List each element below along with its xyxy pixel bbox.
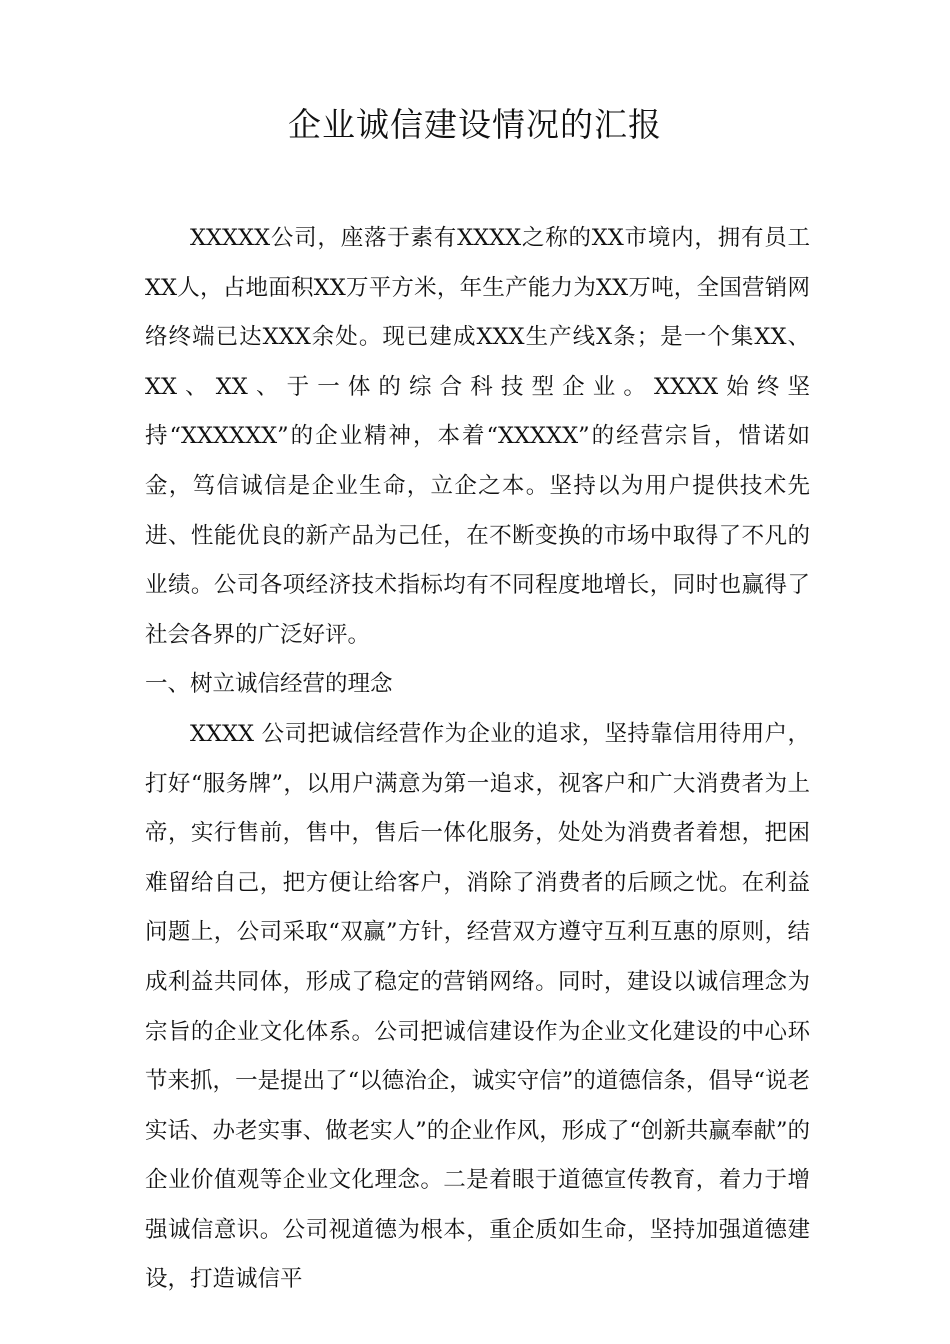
document-title: 企业诚信建设情况的汇报 [288, 105, 662, 144]
section-paragraph: XXXX 公司把诚信经营作为企业的追求，坚持靠信用待用户，打好“服务牌”，以用户满意为第一追求，视客户和广大消费者为上帝，实行售前，售中，售后一体化服务，处处为消费者着想，把困难留给自己，把方便让给客户，消除了消费者的后顾之忧。在利益问题上，公司采取“双赢”方针，经营双方遵守互利互惠的原则，结成利益共同体，形成了稳定的营销网络。同时，建设以诚信理念为宗旨的企业文化体系。公司把诚信建设作为企业文化建设的中心环节来抓，一是提出了“以德治企，诚实守信”的道德信条，倡导“说老实话、办老实事、做老实人”的企业作风，形成了“创新共赢奉献”的企业价值观等企业文化理念。二是着眼于道德宣传教育，着力于增强诚信意识。公司视道德为根本，重企质如生命，坚持加强道德建设，打造诚信平 [145, 720, 810, 1293]
intro-paragraph: XXXXX公司，座落于素有XXXX之称的XX市境内，拥有员工XX人，占地面积XX万平方米，年生产能力为XX万吨，全国营销网络终端已达XXX余处。现已建成XXX生产线X条；是一个集XX、XX、XX、于一体的综合科技型企业。XXXX始终坚持“XXXXXX”的企业精神，本着“XXXXX”的经营宗旨，惜诺如金，笃信诚信是企业生命，立企之本。坚持以为用户提供技术先进、性能优良的新产品为己任，在不断变换的市场中取得了不凡的业绩。公司各项经济技术指标均有不同程度地增长，同时也赢得了社会各界的广泛好评。 [145, 225, 810, 648]
document-body [145, 214, 810, 1305]
section-heading: 一、树立诚信经营的理念 [145, 671, 393, 698]
